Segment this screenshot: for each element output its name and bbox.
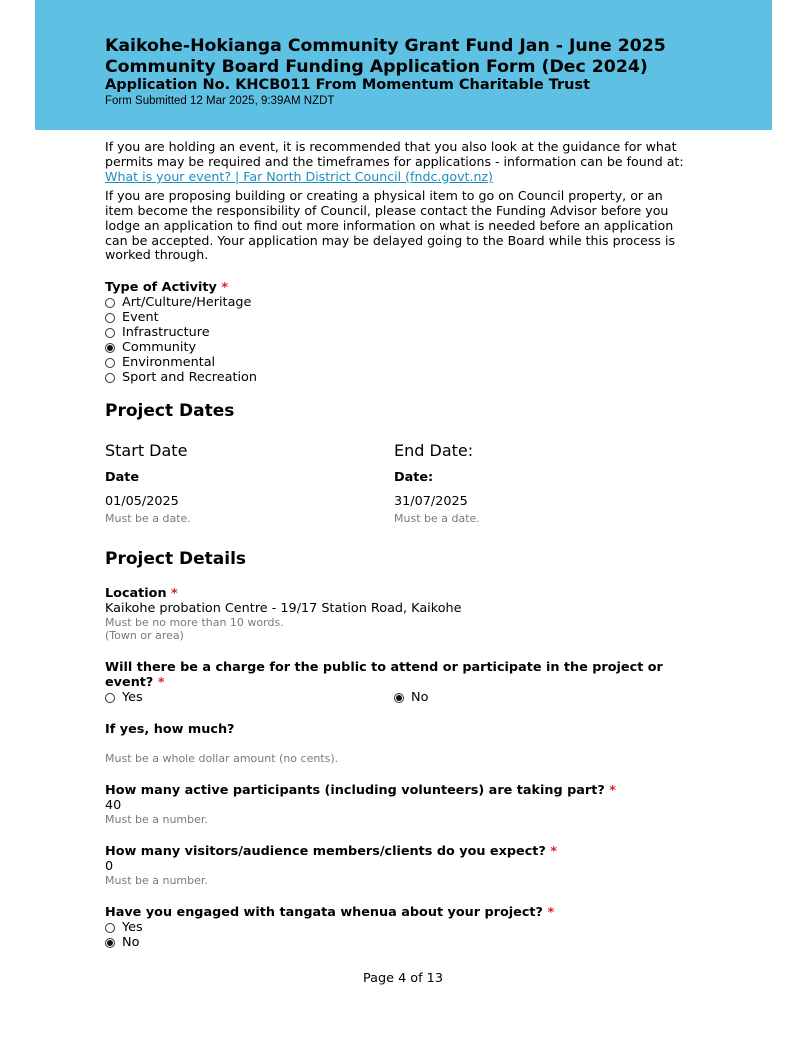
form-title-line-2: Community Board Funding Application Form (Dec 2024) <box>105 57 648 77</box>
charge-option-yes[interactable]: Yes <box>105 690 143 705</box>
charge-question-line-1: Will there be a charge for the public to attend or participate in the project or <box>105 660 663 675</box>
radio-button[interactable] <box>105 923 115 933</box>
visitors-value: 0 <box>105 859 114 874</box>
end-date-heading: End Date: <box>394 441 474 460</box>
required-asterisk: * <box>171 586 178 601</box>
page-number: Page 4 of 13 <box>363 971 443 986</box>
participants-value: 40 <box>105 798 122 813</box>
required-asterisk: * <box>609 783 616 798</box>
location-hint-words: Must be no more than 10 words. <box>105 616 284 629</box>
activity-option-sport[interactable]: Sport and Recreation <box>105 370 257 385</box>
application-number: Application No. KHCB011 From Momentum Charitable Trust <box>105 77 591 93</box>
start-date-label: Date <box>105 470 140 485</box>
end-date-value: 31/07/2025 <box>394 494 468 509</box>
required-asterisk: * <box>221 280 229 295</box>
radio-button[interactable] <box>105 298 115 308</box>
project-dates-heading: Project Dates <box>105 401 235 421</box>
start-date-heading: Start Date <box>105 441 188 460</box>
tangata-whenua-label: Have you engaged with tangata whenua about your project? * <box>105 905 555 920</box>
building-guidance-line-4: can be accepted. Your application may be delayed going to the Board while this process is <box>105 233 676 248</box>
charge-option-no[interactable]: No <box>394 690 428 705</box>
event-guidance-line-2: permits may be required and the timeframes for applications - information can be found at: <box>105 154 684 169</box>
event-guidance-link[interactable]: What is your event? | Far North District Council (fndc.govt.nz) <box>105 169 493 184</box>
radio-button[interactable] <box>105 373 115 383</box>
charge-question-line-2: event? * <box>105 675 165 690</box>
radio-button-selected[interactable] <box>105 938 115 948</box>
radio-button-selected[interactable] <box>105 343 115 353</box>
building-guidance-line-3: lodge an application to find out more information on what is needed before an application <box>105 218 674 233</box>
activity-option-environmental[interactable]: Environmental <box>105 355 215 370</box>
form-header <box>35 0 772 130</box>
participants-hint: Must be a number. <box>105 813 208 826</box>
tangata-option-yes[interactable]: Yes <box>105 920 143 935</box>
building-guidance-line-5: worked through. <box>105 247 209 262</box>
radio-button[interactable] <box>105 313 115 323</box>
event-guidance-line-1: If you are holding an event, it is recommended that you also look at the guidance for what <box>105 139 677 154</box>
activity-type-label: Type of Activity * <box>105 280 229 295</box>
building-guidance-line-1: If you are proposing building or creating a physical item to go on Council property, or an <box>105 188 663 203</box>
form-title-line-1: Kaikohe-Hokianga Community Grant Fund Jan - June 2025 <box>105 36 666 56</box>
required-asterisk: * <box>157 675 165 690</box>
how-much-hint: Must be a whole dollar amount (no cents). <box>105 752 339 765</box>
activity-option-infrastructure[interactable]: Infrastructure <box>105 325 210 340</box>
end-date-hint: Must be a date. <box>394 512 480 525</box>
required-asterisk: * <box>550 844 558 859</box>
project-details-heading: Project Details <box>105 549 247 569</box>
how-much-label: If yes, how much? <box>105 722 235 737</box>
radio-button[interactable] <box>105 358 115 368</box>
radio-button[interactable] <box>105 693 115 703</box>
activity-option-event[interactable]: Event <box>105 310 159 325</box>
location-value: Kaikohe probation Centre - 19/17 Station Road, Kaikohe <box>105 601 462 616</box>
start-date-hint: Must be a date. <box>105 512 191 525</box>
visitors-hint: Must be a number. <box>105 874 208 887</box>
activity-option-community[interactable]: Community <box>105 340 196 355</box>
building-guidance-line-2: item become the responsibility of Council, please contact the Funding Advisor before you <box>105 203 669 218</box>
visitors-label: How many visitors/audience members/clients do you expect? * <box>105 844 558 859</box>
radio-button[interactable] <box>105 328 115 338</box>
location-hint-area: (Town or area) <box>105 629 184 642</box>
start-date-value: 01/05/2025 <box>105 494 179 509</box>
activity-option-art[interactable]: Art/Culture/Heritage <box>105 295 251 310</box>
required-asterisk: * <box>547 905 555 920</box>
location-label: Location * <box>105 586 178 601</box>
tangata-option-no[interactable]: No <box>105 935 139 950</box>
radio-button-selected[interactable] <box>394 693 404 703</box>
end-date-label: Date: <box>394 470 434 485</box>
participants-label: How many active participants (including volunteers) are taking part? * <box>105 783 616 798</box>
submitted-timestamp: Form Submitted 12 Mar 2025, 9:39AM NZDT <box>105 95 335 107</box>
